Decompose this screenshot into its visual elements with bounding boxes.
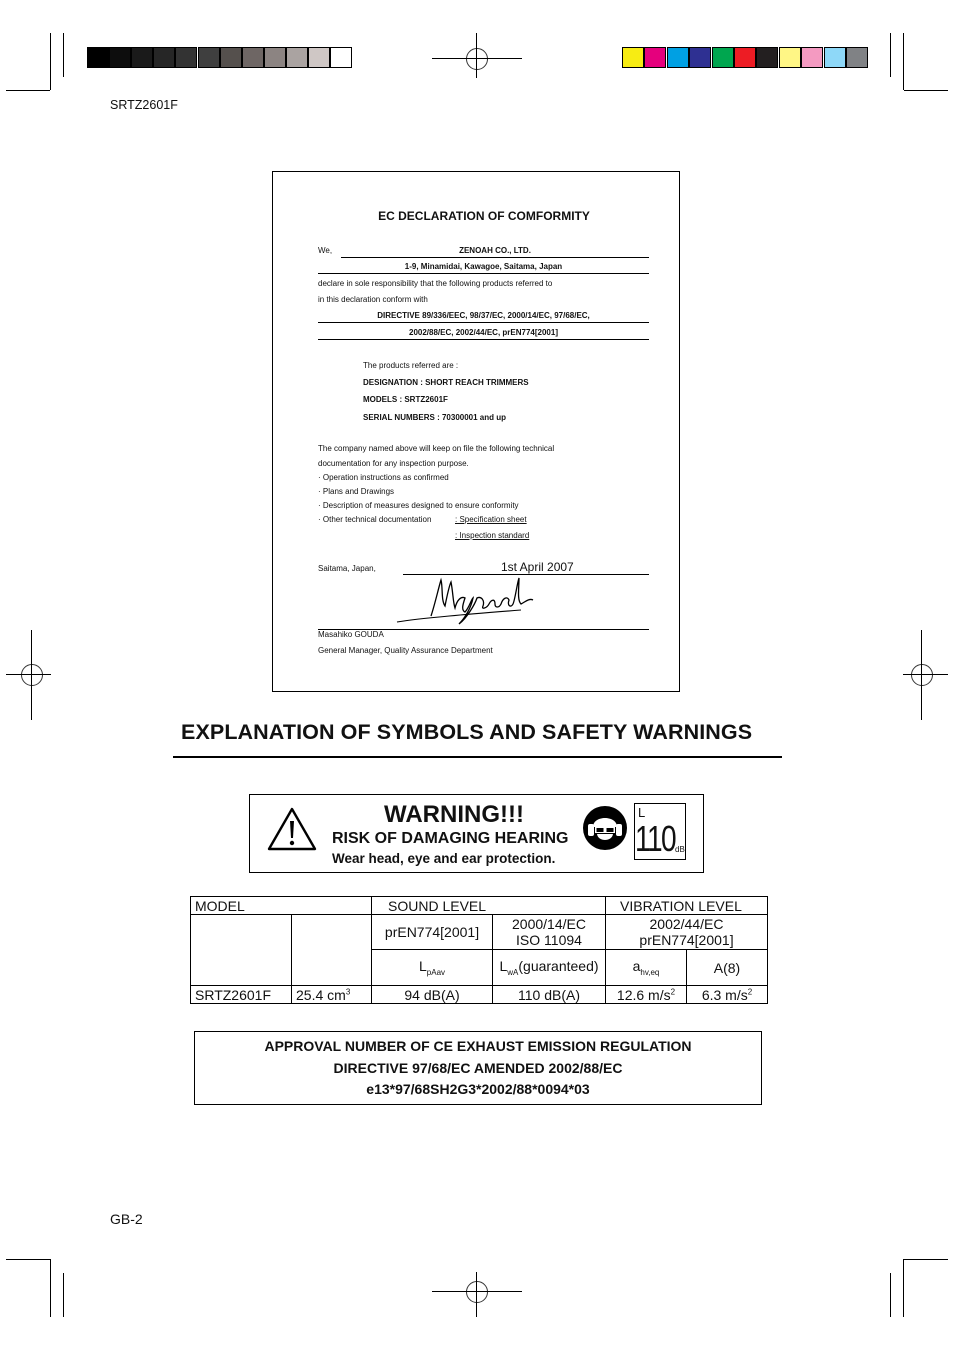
row-displacement: 25.4 cm: [296, 986, 346, 1003]
spec-table: [190, 896, 768, 1004]
gray-swatch: [330, 47, 352, 68]
color-swatch: [846, 47, 868, 68]
gray-swatch: [286, 47, 308, 68]
heading-rule: [173, 756, 782, 758]
a-main: a: [632, 958, 641, 975]
lw-sub: wA: [507, 967, 519, 977]
header-vibration-level: VIBRATION LEVEL: [606, 897, 768, 915]
specification-sheet: : Specification sheet: [455, 515, 527, 524]
gray-swatch: [131, 47, 153, 68]
gray-swatch: [198, 47, 220, 68]
lwa-unit: dB: [675, 845, 685, 854]
directive-line-1: DIRECTIVE 89/336/EEC, 98/37/EC, 2000/14/EC, 97/68/EC,: [377, 311, 590, 320]
a8-header: A(8): [687, 950, 768, 986]
header-sound-level: SOUND LEVEL: [372, 897, 606, 915]
warning-triangle-icon: [266, 806, 318, 852]
lw-suffix: (guaranteed): [518, 958, 599, 975]
ec-declaration-box: [272, 171, 680, 692]
color-swatch: [622, 47, 644, 68]
gray-swatch: [242, 47, 264, 68]
gray-swatch: [175, 47, 197, 68]
company-name: ZENOAH CO., LTD.: [459, 246, 531, 255]
signer-name: Masahiko GOUDA: [318, 630, 384, 639]
doc-item-1: · Operation instructions as confirmed: [318, 473, 449, 482]
color-swatch: [712, 47, 734, 68]
color-swatch: [779, 47, 801, 68]
lp-main: L: [418, 958, 427, 975]
company-address: 1-9, Minamidai, Kawagoe, Saitama, Japan: [404, 262, 563, 271]
row-sound-pressure: 94 dB(A): [372, 986, 493, 1004]
lp-sub: pAav: [426, 967, 446, 977]
a-sub: hv,eq: [640, 967, 660, 977]
lwa-label: L: [638, 805, 646, 820]
row-sound-power: 110 dB(A): [493, 986, 606, 1004]
approval-line-2: DIRECTIVE 97/68/EC AMENDED 2002/88/EC: [333, 1059, 623, 1076]
std-sound-2b: ISO 11094: [516, 932, 582, 948]
table-row: [191, 986, 768, 1004]
date: 1st April 2007: [501, 560, 574, 574]
directive-line-2: 2002/88/EC, 2002/44/EC, prEN774[2001]: [409, 328, 558, 337]
designation: DESIGNATION : SHORT REACH TRIMMERS: [363, 378, 529, 387]
serial-numbers: SERIAL NUMBERS : 70300001 and up: [363, 413, 507, 422]
std-vib-b: prEN774[2001]: [639, 932, 734, 948]
signer-title: General Manager, Quality Assurance Department: [318, 646, 493, 655]
row-a8: 6.3 m/s: [701, 986, 748, 1003]
warning-instruction: Wear head, eye and ear protection.: [332, 851, 556, 866]
gray-swatch: [87, 47, 109, 68]
gray-swatch: [109, 47, 131, 68]
approval-line-1: APPROVAL NUMBER OF CE EXHAUST EMISSION REGULATION: [264, 1038, 692, 1054]
row-vibration-sup: 2: [670, 986, 676, 996]
gray-swatch: [153, 47, 175, 68]
gray-swatch: [220, 47, 242, 68]
inspection-standard: : Inspection standard: [455, 531, 530, 540]
approval-box: [194, 1031, 762, 1105]
doc-item-4: · Other technical documentation: [318, 515, 432, 524]
approval-line-3: e13*97/68SH2G3*2002/88*0094*03: [366, 1081, 590, 1097]
declare-line-1: declare in sole responsibility that the following products referred to: [318, 279, 553, 288]
head-eye-ear-protection-icon: [582, 805, 628, 851]
model-code-header: SRTZ2601F: [110, 98, 178, 112]
warning-subtitle: RISK OF DAMAGING HEARING: [332, 830, 569, 847]
lwa-value: 110: [635, 818, 676, 859]
row-model: SRTZ2601F: [191, 986, 292, 1004]
std-sound-2a: 2000/14/EC: [512, 916, 586, 932]
doc-item-3: · Description of measures designed to ensure conformity: [318, 501, 519, 510]
color-swatch: [667, 47, 689, 68]
company-keep-line-1: The company named above will keep on file the following technical: [318, 444, 555, 453]
gray-swatch: [264, 47, 286, 68]
place: Saitama, Japan,: [318, 564, 376, 573]
color-swatch: [756, 47, 778, 68]
row-vibration: 12.6 m/s: [616, 986, 671, 1003]
lw-main: L: [499, 958, 508, 975]
color-swatch: [644, 47, 666, 68]
sound-power-label: [634, 803, 686, 860]
company-keep-line-2: documentation for any inspection purpose.: [318, 459, 469, 468]
row-a8-sup: 2: [747, 986, 753, 996]
page-number: GB-2: [110, 1211, 143, 1227]
color-swatch: [689, 47, 711, 68]
color-swatch: [824, 47, 846, 68]
color-swatch: [734, 47, 756, 68]
declaration-title: EC DECLARATION OF COMFORMITY: [378, 209, 590, 223]
warning-title: WARNING!!!: [384, 801, 524, 828]
gray-swatch: [308, 47, 330, 68]
std-sound-1: prEN774[2001]: [372, 915, 493, 950]
section-heading: EXPLANATION OF SYMBOLS AND SAFETY WARNINGS: [181, 720, 753, 744]
std-vib-a: 2002/44/EC: [649, 916, 724, 932]
models: MODELS : SRTZ2601F: [363, 395, 448, 404]
warning-box: [249, 794, 704, 873]
header-model: MODEL: [191, 897, 372, 915]
declare-line-2: in this declaration conform with: [318, 295, 428, 304]
doc-item-2: · Plans and Drawings: [318, 487, 395, 496]
row-disp-sup: 3: [345, 986, 351, 996]
we-label: We,: [318, 246, 333, 255]
products-intro: The products referred are :: [363, 361, 459, 370]
signature-image: [391, 574, 541, 630]
color-swatch: [801, 47, 823, 68]
